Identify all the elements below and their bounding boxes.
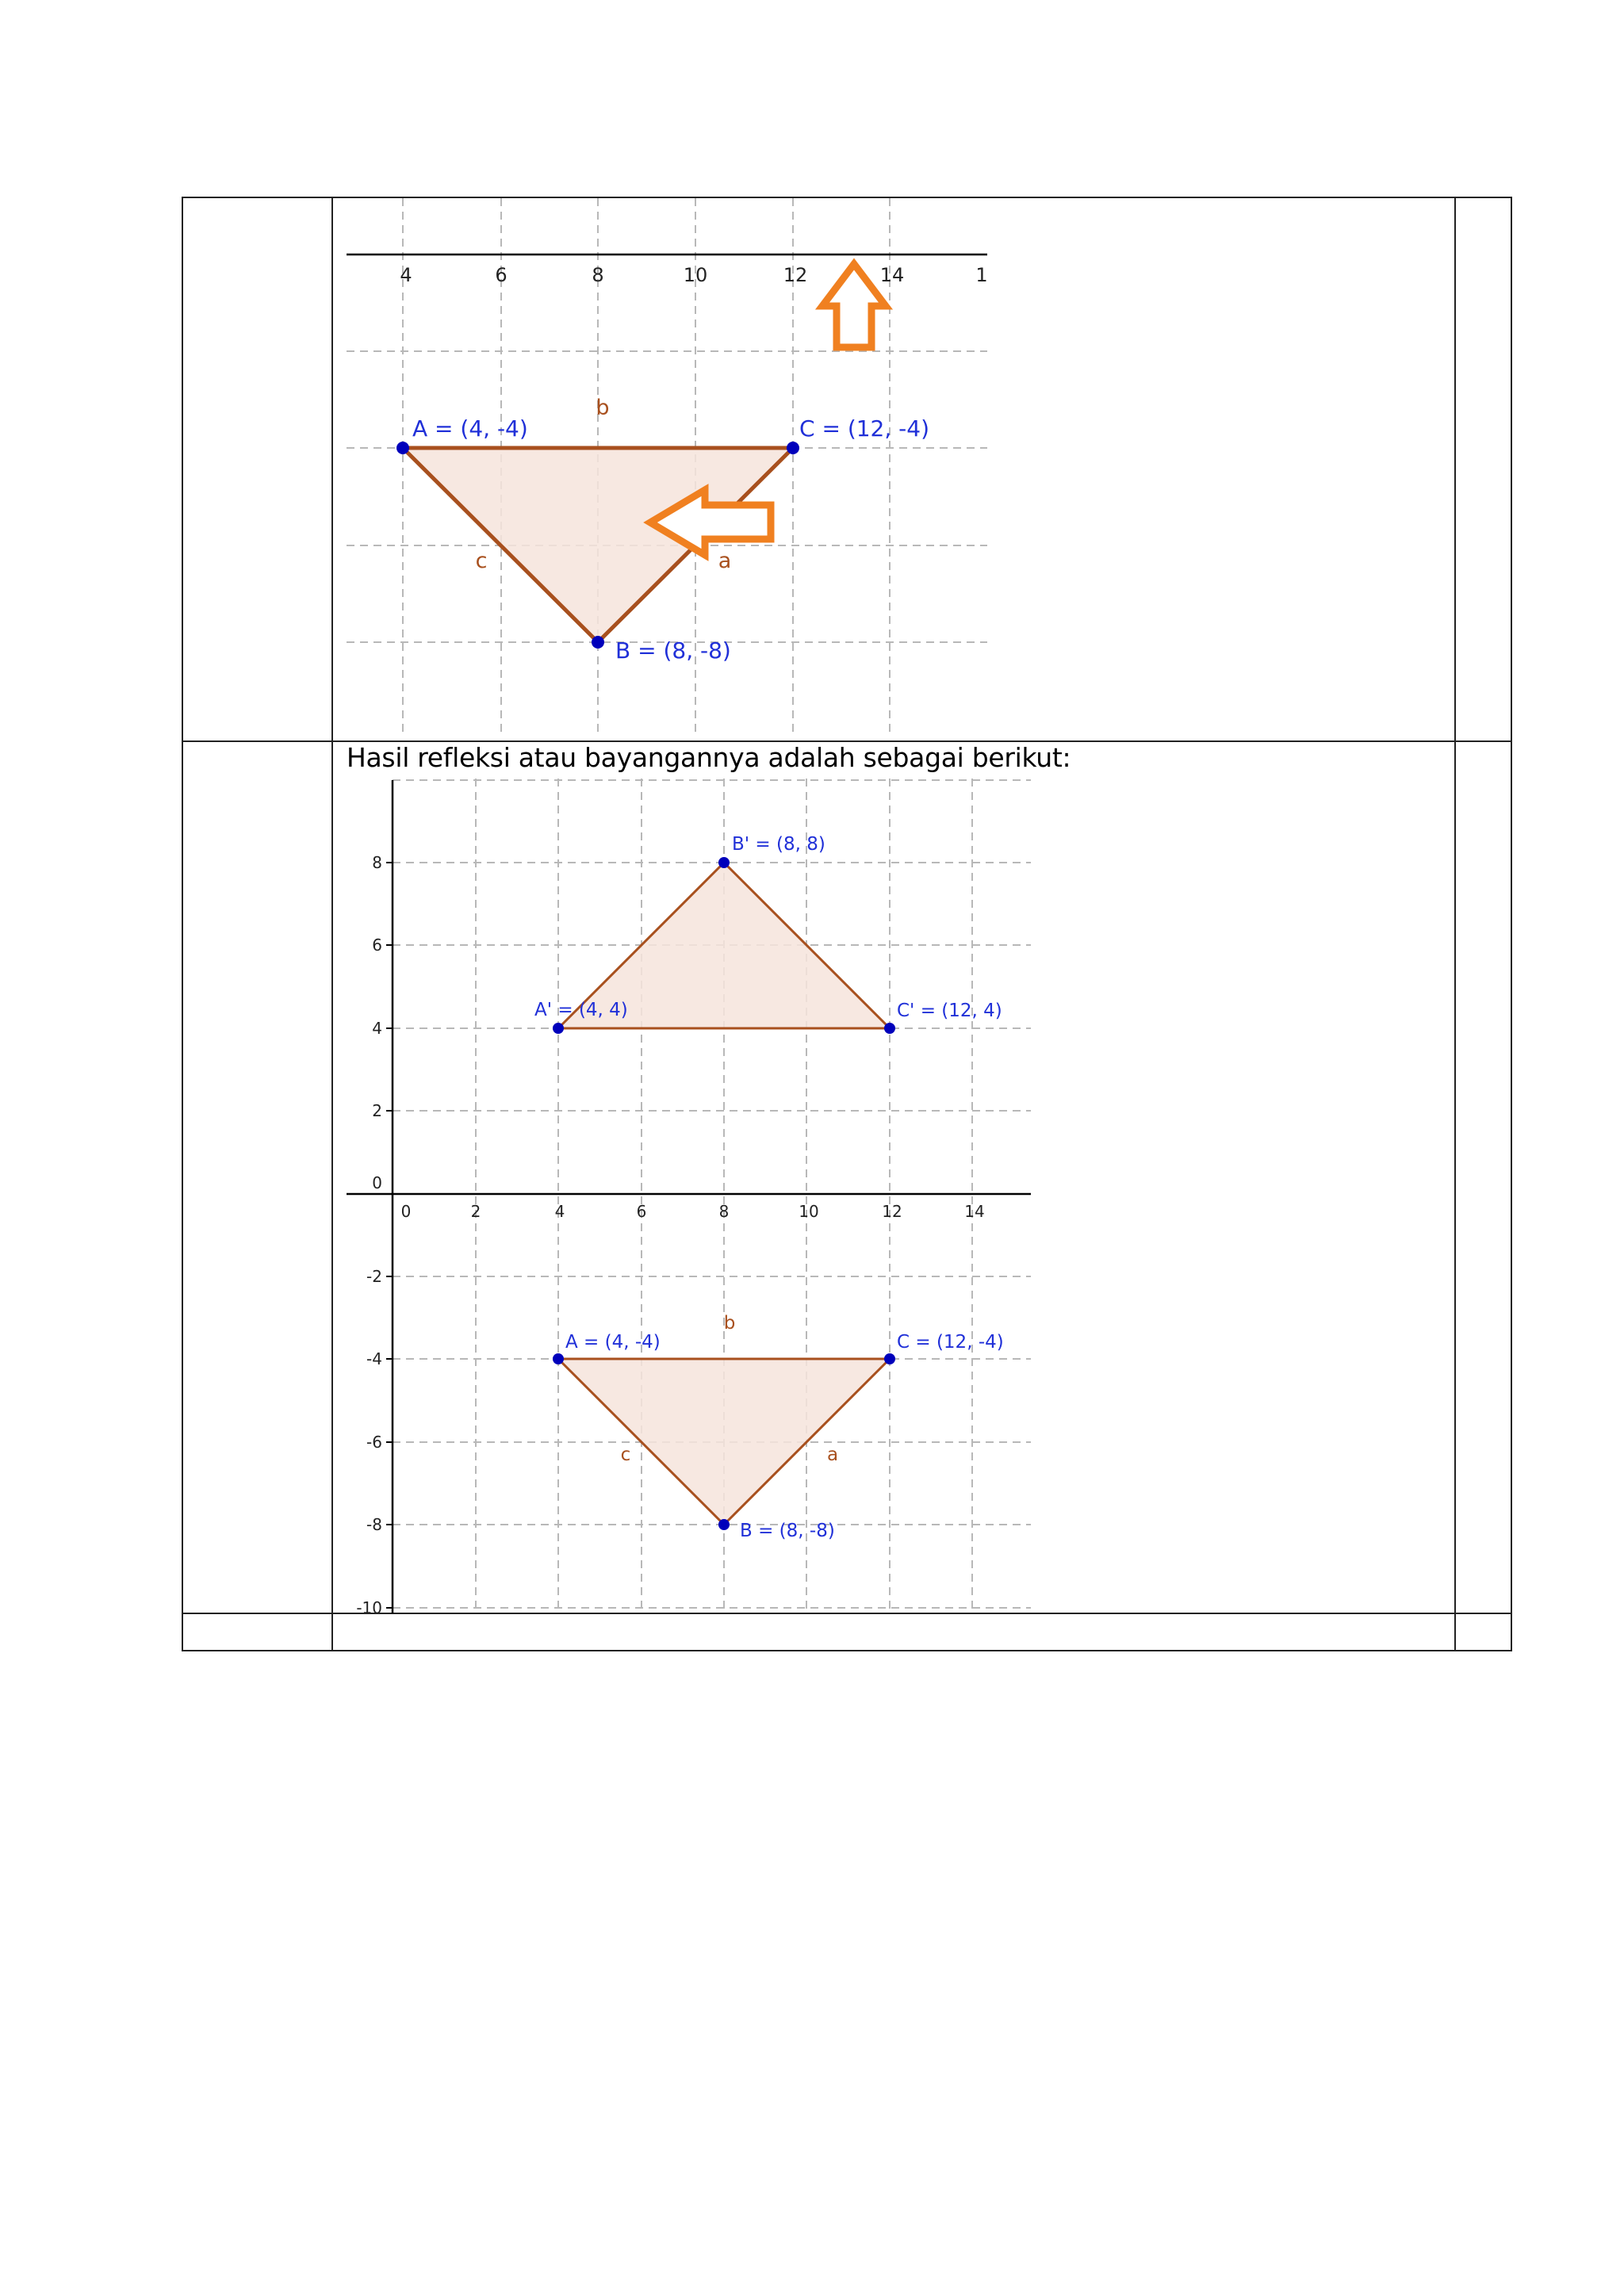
- x-tick-label: 10: [683, 264, 708, 286]
- y-tick-label: -10: [356, 1598, 382, 1617]
- point-b-prime: [718, 857, 730, 868]
- point-a: [553, 1353, 564, 1364]
- x-tick-label: 6: [636, 1202, 647, 1221]
- x-tick-label: 12: [783, 264, 808, 286]
- x-tick-label: 8: [592, 264, 604, 286]
- y-tick-label: 2: [372, 1101, 382, 1120]
- point-c: [787, 442, 799, 454]
- y-tick-label: -8: [366, 1515, 382, 1534]
- point-a: [396, 442, 409, 454]
- y-tick-label: -6: [366, 1433, 382, 1452]
- side-label-c: c: [475, 549, 488, 573]
- x-tick-label: 14: [879, 264, 905, 286]
- table-border-right: [1511, 197, 1512, 1651]
- point-label-c-prime: C' = (12, 4): [897, 1001, 1002, 1021]
- x-tick-label: 8: [718, 1202, 730, 1221]
- x-tick-label: 4: [554, 1202, 565, 1221]
- graph-original-triangle: [343, 198, 993, 740]
- point-b: [718, 1519, 730, 1530]
- x-tick-label: 4: [400, 264, 412, 286]
- point-label-a: A = (4, -4): [412, 415, 528, 442]
- x-tick-label: 6: [495, 264, 508, 286]
- y-tick-label: -2: [366, 1267, 382, 1286]
- point-c: [884, 1353, 895, 1364]
- x-tick-label: 10: [799, 1202, 819, 1221]
- point-label-c: C = (12, -4): [799, 415, 930, 442]
- point-label-b-prime: B' = (8, 8): [732, 834, 825, 855]
- table-border-bottom: [182, 1650, 1512, 1651]
- y-tick-label: -4: [366, 1349, 382, 1368]
- y-tick-label: 6: [372, 936, 382, 955]
- x-tick-label: 14: [964, 1202, 985, 1221]
- point-label-c: C = (12, -4): [897, 1332, 1004, 1353]
- point-label-a-prime: A' = (4, 4): [534, 1000, 628, 1020]
- y-tick-label: 8: [372, 853, 382, 872]
- point-a-prime: [553, 1023, 564, 1034]
- y-tick-label: 4: [372, 1019, 382, 1038]
- side-label-c: c: [620, 1445, 631, 1465]
- table-column-divider: [331, 197, 333, 1651]
- arrow-up-icon: [822, 264, 886, 347]
- x-tick-label: 2: [470, 1202, 481, 1221]
- side-label-b: b: [723, 1313, 736, 1334]
- side-label-a: a: [826, 1445, 839, 1465]
- table-column-divider: [1454, 197, 1456, 1651]
- x-tick-label: 12: [882, 1202, 902, 1221]
- y-tick-label: 0: [372, 1173, 382, 1192]
- side-label-b: b: [596, 396, 610, 420]
- point-c-prime: [884, 1023, 895, 1034]
- x-tick-label: 1: [975, 264, 988, 286]
- side-label-a: a: [718, 549, 732, 573]
- point-label-a: A = (4, -4): [565, 1332, 661, 1353]
- graph-reflection-result: [343, 777, 1036, 1617]
- point-label-b: B = (8, -8): [615, 637, 731, 664]
- reflection-caption: Hasil refleksi atau bayangannya adalah sebagai berikut:: [347, 742, 1071, 773]
- x-tick-label: 0: [400, 1202, 412, 1221]
- table-border-left: [182, 197, 183, 1651]
- point-label-b: B = (8, -8): [740, 1521, 835, 1541]
- point-b: [592, 636, 604, 649]
